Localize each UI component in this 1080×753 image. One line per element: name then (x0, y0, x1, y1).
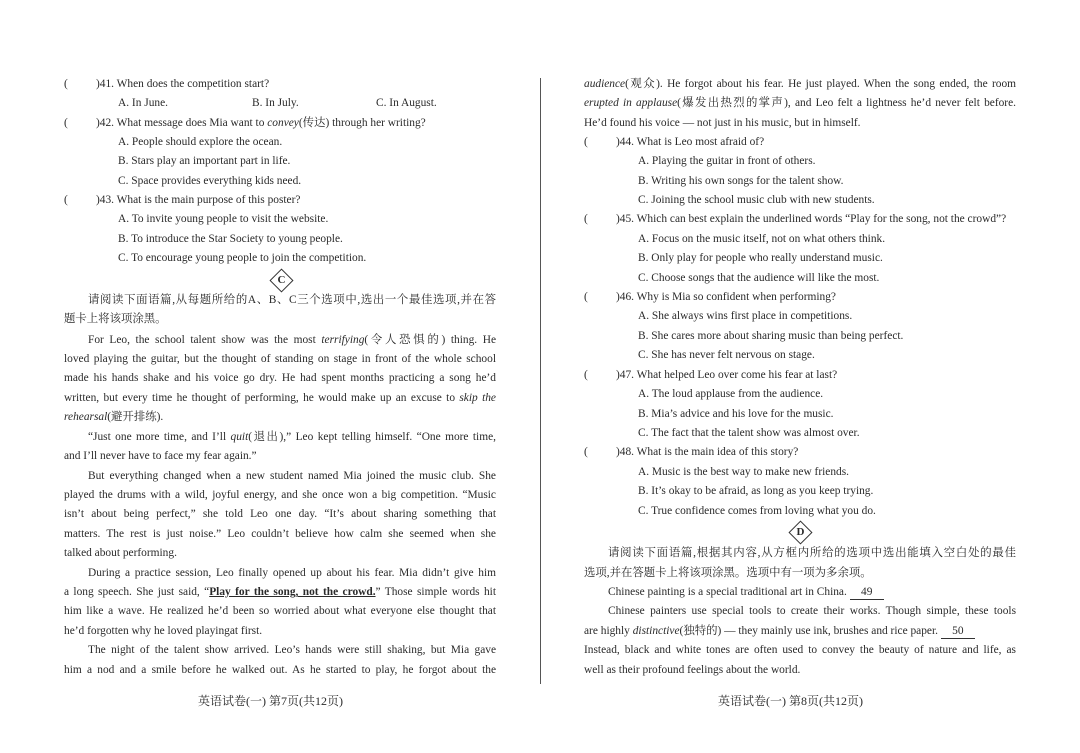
instruction-line: 选项,并在答题卡上将该项涂黑。选项中有一项为多余项。 (584, 567, 872, 579)
option-b: B. To introduce the Star Society to young people. (118, 233, 343, 245)
passage-line: rehearsal(避开排练). (64, 411, 164, 423)
page-footer: 英语试卷(一) 第8页(共12页) (718, 694, 863, 708)
answer-paren: ( (584, 369, 588, 381)
passage-line: isn’t about being perfect,” she told Leo one day. “It’s about sharing something that (64, 508, 496, 520)
section-d-badge: D (788, 520, 812, 544)
passage-line: But everything changed when a new student named Mia joined the music club. She (88, 470, 496, 482)
passage-line: During a practice session, Leo finally opened up about his fear. Mia didn’t give him (88, 567, 496, 579)
passage-line: well as their profound feelings about the world. (584, 664, 801, 676)
passage-line: For Leo, the school talent show was the most terrifying(令人恐惧的) thing. He (88, 334, 497, 346)
passage-line: erupted in applause(爆发出热烈的掌声), and Leo felt a lightness he’d never felt before. (584, 97, 1017, 109)
section-c-badge: C (269, 268, 293, 292)
option-b: B. Stars play an important part in life. (118, 155, 291, 167)
option-c: C. Joining the school music club with new students. (638, 194, 875, 206)
instruction-line: 题卡上将该项涂黑。 (64, 313, 167, 325)
underlined-quote: Play for the song, not the crowd. (209, 586, 376, 598)
question-47: )47. What helped Leo over come his fear at last? (616, 369, 838, 381)
passage-line: written, but every time he thought of performing, he would make up an excuse to skip the (64, 392, 496, 404)
option-c: C. Choose songs that the audience will like the most. (638, 272, 880, 284)
option-c: C. She has never felt nervous on stage. (638, 349, 815, 361)
option-a: A. Focus on the music itself, not on what others think. (638, 233, 886, 245)
option-a: A. People should explore the ocean. (118, 136, 283, 148)
option-a: A. Music is the best way to make new friends. (638, 466, 849, 478)
answer-paren: ( (584, 291, 588, 303)
option-c: C. To encourage young people to join the competition. (118, 252, 367, 264)
question-45: )45. Which can best explain the underlined words “Play for the song, not the crowd”? (616, 213, 1007, 225)
passage-line: a long speech. She just said, “Play for the song, not the crowd.” Those simple words hit (64, 586, 496, 598)
passage-line: him a nod and a smile before he walked out. As he started to play, he forgot about the (64, 664, 496, 676)
option-b: B. Writing his own songs for the talent show. (638, 175, 844, 187)
option-c: C. The fact that the talent show was almost over. (638, 427, 860, 439)
blank-50: 50 (941, 624, 975, 639)
question-42: )42. What message does Mia want to convey(传达) through her writing? (96, 117, 426, 129)
option-b: B. It’s okay to be afraid, as long as you keep trying. (638, 485, 874, 497)
question-41: )41. When does the competition start? (96, 78, 270, 90)
option-c: C. Space provides everything kids need. (118, 175, 302, 187)
passage-line: and I’ll never have to face my fear again.” (64, 450, 257, 462)
passage-line: Instead, black and white tones are often used to convey the beauty of nature and life, as (584, 644, 1016, 656)
question-43: )43. What is the main purpose of this poster? (96, 194, 301, 206)
option-a: A. In June. (118, 97, 168, 109)
passage-line: played the drums with a wild, joyful energy, and she once won a big competition. “Music (64, 489, 496, 501)
passage-line: matters. The rest is just noise.” Leo couldn’t believe how calm she seemed when she (64, 528, 496, 540)
option-c: C. In August. (376, 97, 437, 109)
passage-line: audience(观众). He forgot about his fear. He just played. When the song ended, the room (584, 78, 1016, 90)
instruction-line: 请阅读下面语篇,从每题所给的A、B、C三个选项中,选出一个最佳选项,并在答 (88, 294, 496, 306)
option-a: A. To invite young people to visit the website. (118, 213, 329, 225)
question-44: )44. What is Leo most afraid of? (616, 136, 765, 148)
column-divider (540, 78, 541, 684)
answer-paren: ( (64, 78, 68, 90)
passage-line: he’d forgotten why he loved playingat first. (64, 625, 263, 637)
passage-line: He’d found his voice — not just in his music, but in himself. (584, 117, 861, 129)
passage-line: loved playing the guitar, but the thought of standing on stage in front of the whole school (64, 353, 496, 365)
answer-paren: ( (64, 117, 68, 129)
instruction-line: 请阅读下面语篇,根据其内容,从方框内所给的选项中选出能填入空白处的最佳 (608, 547, 1016, 559)
option-b: B. She cares more about sharing music than being perfect. (638, 330, 904, 342)
option-b: B. In July. (252, 97, 299, 109)
page-footer: 英语试卷(一) 第7页(共12页) (198, 694, 343, 708)
passage-line: are highly distinctive(独特的) — they mainly use ink, brushes and rice paper. 50 (584, 624, 1016, 639)
option-a: A. The loud applause from the audience. (638, 388, 824, 400)
question-48: )48. What is the main idea of this story? (616, 446, 799, 458)
passage-line: “Just one more time, and I’ll quit(退出),” Leo kept telling himself. “One more time, (88, 431, 496, 443)
option-b: B. Only play for people who really understand music. (638, 252, 883, 264)
passage-line: talked about performing. (64, 547, 177, 559)
question-46: )46. Why is Mia so confident when performing? (616, 291, 836, 303)
passage-line: made his hands shake and his voice go dry. He had spent months practicing a song he’d (64, 372, 496, 384)
option-b: B. Mia’s advice and his love for the music. (638, 408, 834, 420)
passage-line: The night of the talent show arrived. Leo’s hands were still shaking, but Mia gave (88, 644, 496, 656)
option-a: A. She always wins first place in competitions. (638, 310, 853, 322)
option-c: C. True confidence comes from loving what you do. (638, 505, 876, 517)
answer-paren: ( (584, 213, 588, 225)
passage-line: Chinese painting is a special traditional art in China. 49 (608, 585, 884, 600)
passage-line: Chinese painters use special tools to create their works. Though simple, these tools (608, 605, 1016, 617)
answer-paren: ( (64, 194, 68, 206)
answer-paren: ( (584, 446, 588, 458)
option-a: A. Playing the guitar in front of others. (638, 155, 816, 167)
passage-line: him like a wave. He realized he’d been so worried about what everyone else thought that (64, 605, 496, 617)
blank-49: 49 (850, 585, 884, 600)
answer-paren: ( (584, 136, 588, 148)
